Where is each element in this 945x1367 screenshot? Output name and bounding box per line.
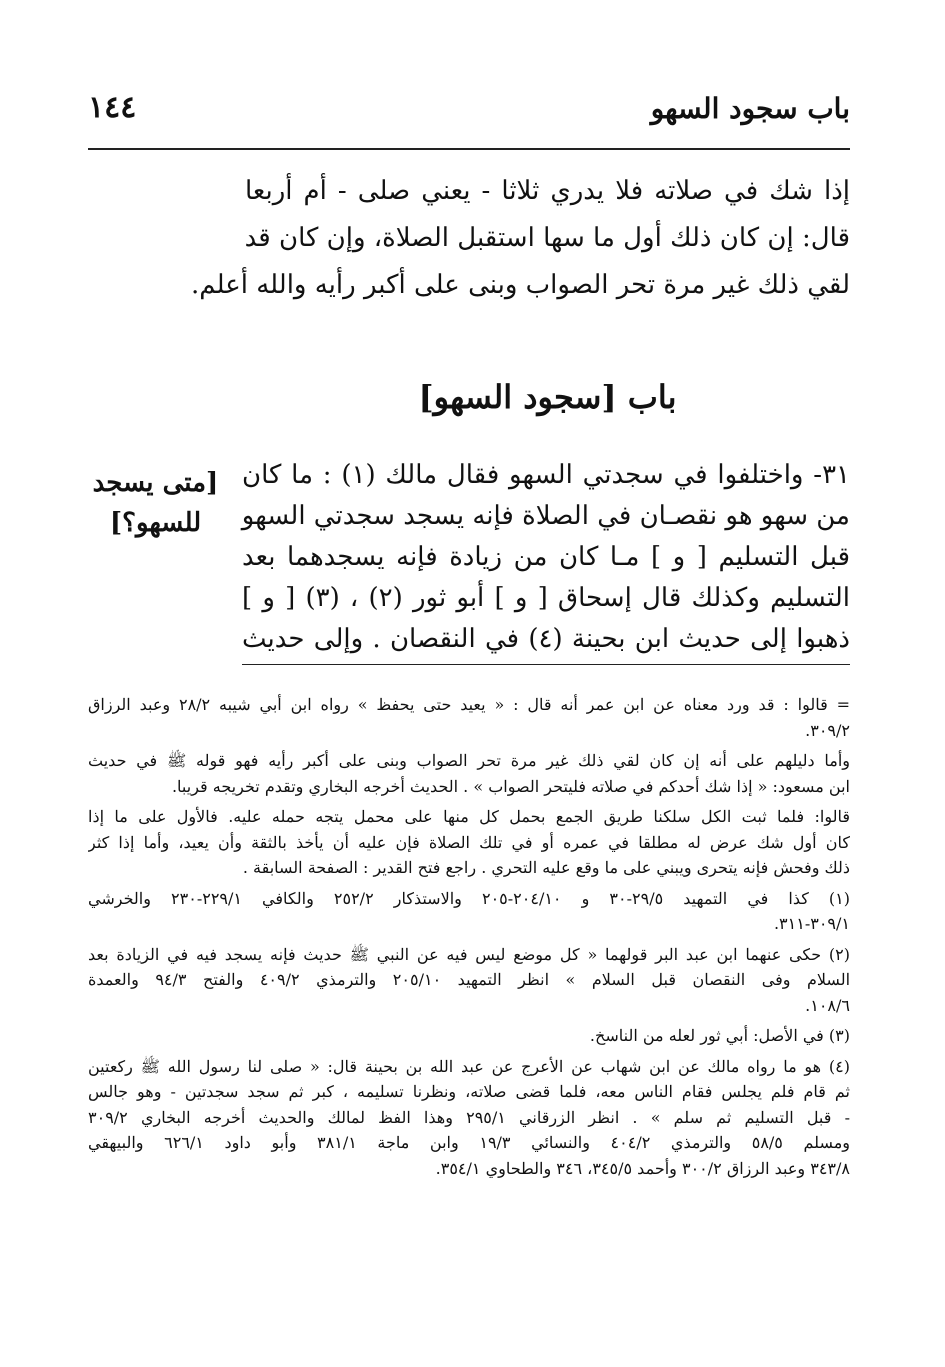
- footnote-line: قالوا: فلما ثبت الكل سلكنا طريق الجمع بحمل كل منها على محمل يتجه حمله عليه. فالأول على ما إذا: [88, 807, 850, 826]
- footnote-2: [88, 942, 850, 1019]
- footnote-1: [88, 886, 850, 937]
- footnote-line: ابن مسعود: « إذا شك أحدكم في صلاته فليتحر الصواب » . الحديث أخرجه البخاري وتقدم تخريجه قريبا.: [171, 776, 850, 796]
- page-header: [88, 90, 850, 140]
- margin-note-line: للسهو؟]: [109, 508, 202, 538]
- footnote-line: ذلك وفحش فإنه يتحرى ويبني على ما وقع عليه التحري . راجع فتح القدير : الصفحة السابقة .: [242, 858, 850, 877]
- footnote: [88, 692, 850, 743]
- footnote-line: ١٠٨/٦.: [805, 995, 850, 1015]
- text-line: قبل التسليم [ و ] مـا كان من زيادة فإنه يسجدهما بعد: [242, 542, 850, 572]
- header-divider: [88, 148, 850, 150]
- footnote-line: ثم قام فلم يجلس فقام الناس معه، فلما قضى صلاته، ونظرنا تسليمه ، كبر ثم سجد سجدتين - وهو جالس: [88, 1082, 850, 1101]
- footnote-line: وأما دليلهم على أنه إن كان لقي ذلك غير مرة تحر الصواب وبنى على أكبر رأيه فهو قوله ﷺ في حديث: [88, 751, 850, 770]
- footnote-line: ٣٠٩/٢.: [805, 720, 850, 740]
- footnote-line: (١) كذا في التمهيد ٢٩/٥-٣٠ و ٢٠٤/١٠-٢٠٥ والاستذكار ٢٥٢/٢ والكافي ٢٢٩/١-٢٣٠ والخرشي: [88, 888, 850, 908]
- footnote-line: - قبل التسليم ثم سلم » . انظر الزرقاني ٢٩٥/١ وهذا الفظ لمالك والحديث أخرجه البخاري ٣٠٩/٢: [88, 1107, 850, 1127]
- footnote-line: ٣٤٣/٨ وعبد الرزاق ٣٠٠/٢ وأحمد ٣٤٥/٥، ٣٤٦ والطحاوي ٣٥٤/١.: [435, 1158, 850, 1178]
- intro-paragraph: [191, 168, 850, 309]
- margin-note: [88, 463, 223, 543]
- page-number: ١٤٤: [88, 90, 137, 125]
- footnote-3: [88, 1023, 850, 1049]
- footnote-line: (٣) في الأصل: أبي ثور لعله من الناسخ.: [589, 1026, 850, 1045]
- main-paragraph: [242, 455, 850, 665]
- section-title: باب [سجود السهو]: [418, 378, 677, 416]
- footnote: [88, 748, 850, 799]
- text-line: من سهو هو نقصـان في الصلاة فإنه يسجد سجدتي السهو: [241, 501, 850, 531]
- footnote-line: كان أول شك عرض له مطلقا في عمره أو في تلك الصلاة فإن عليه أن يأخذ بالثقة وأن يعيد، وأما إذا كثر: [88, 832, 850, 852]
- margin-note-line: [متى يسجد: [92, 468, 219, 498]
- footnote-line: (٢) حكى عنهما ابن عبد البر قولهما « كل موضع ليس فيه عن النبي ﷺ حديث فإنه يسجد فيه في الزيادة بعد: [88, 944, 850, 964]
- text-line: ٣١- واختلفوا في سجدتي السهو فقال مالك (١) : ما كان: [242, 460, 850, 490]
- text-line: إذا شك في صلاته فلا يدري ثلاثا - يعني صلى - أم أربعا: [245, 176, 850, 206]
- footnote-line: ومسلم ٥٨/٥ والترمذي ٤٠٤/٢ والنسائي ١٩/٣ وابن ماجة ٣٨١/١ وأبو داود ٦٢٦/١ والبيهقي: [88, 1133, 850, 1152]
- text-line: التسليم وكذلك قال إسحاق [ و ] أبو ثور (٢) ، (٣) [ و ]: [242, 583, 851, 613]
- footnote-line: = قالوا : قد ورد معناه عن ابن عمر أنه قال : « يعيد حتى يحفظ » رواه ابن أبي شيبه ٢٨/٢ وعبد الرزاق: [88, 695, 850, 714]
- running-head: باب سجود السهو: [650, 92, 850, 125]
- text-line: ذهبوا إلى حديث ابن بحينة (٤) في النقصان . وإلى حديث: [242, 619, 850, 665]
- footnote-line: (٤) هو ما رواه مالك عن ابن شهاب عن الأعرج عن عبد الله بن بحينة قال: « صلى لنا رسول الله ﷺ ركعتين: [88, 1056, 850, 1076]
- footnote-line: السلام وفى النقصان قبل السلام » انظر التمهيد ٢٠٥/١٠ والترمذي ٤٠٩/٢ والفتح ٩٤/٣ والعمدة: [88, 970, 850, 989]
- footnote-4: [88, 1054, 850, 1182]
- footnote: [88, 804, 850, 881]
- footnotes: [88, 692, 850, 1186]
- text-line: قال: إن كان ذلك أول ما سها استقبل الصلاة، وإن كان قد: [244, 223, 850, 253]
- text-line: لقي ذلك غير مرة تحر الصواب وبنى على أكبر رأيه والله أعلم.: [191, 270, 850, 300]
- footnote-line: ٣٠٩/١-٣١١.: [773, 914, 850, 933]
